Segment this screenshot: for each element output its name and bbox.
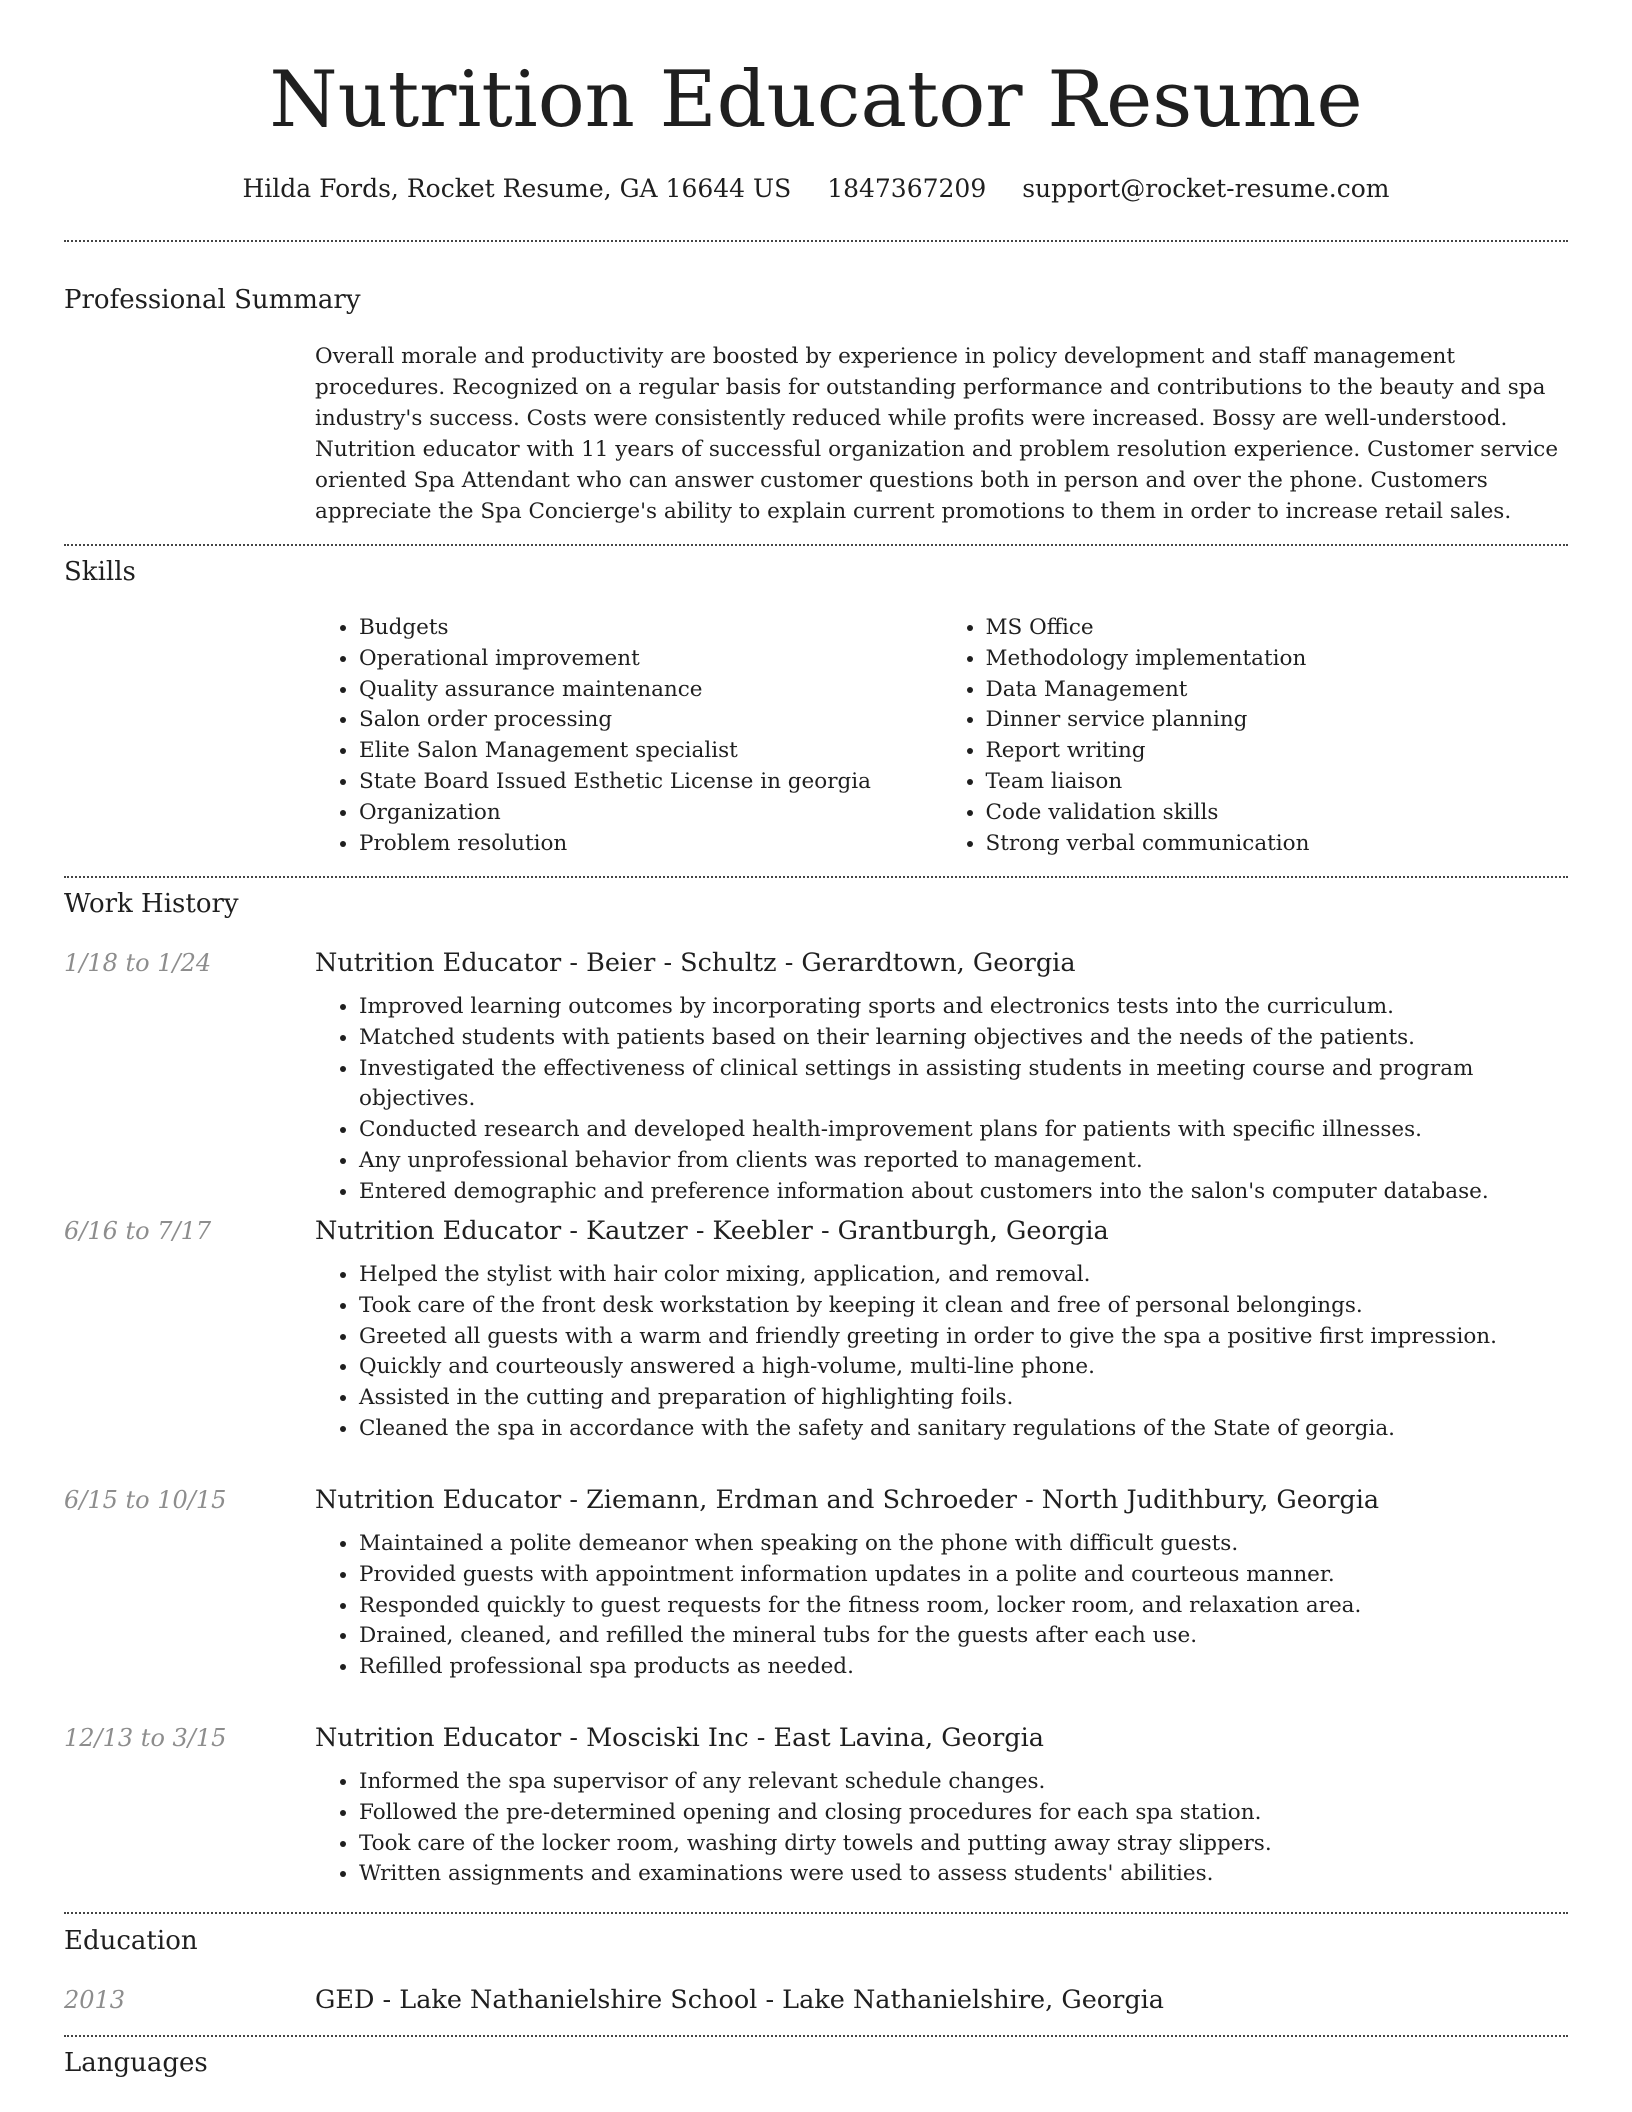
skill-item: • Strong verbal communication — [986, 829, 1569, 860]
contact-phone: 1847367209 — [827, 174, 987, 203]
job-bullet: • Written assignments and examinations were used to assess students' abilities. — [359, 1859, 1568, 1890]
job-bullets — [315, 992, 1568, 1208]
skill-item: • Code validation skills — [986, 798, 1569, 829]
job-dates: 12/13 to 3/15 — [64, 1724, 227, 1752]
skill-item: • Methodology implementation — [986, 644, 1569, 675]
job-bullet: • Greeted all guests with a warm and friendly greeting in order to give the spa a positive first impression. — [359, 1322, 1568, 1353]
summary-text: Overall morale and productivity are boosted by experience in policy development and staff management procedures. Recognized on a regular basis for outstanding performance and contributions to the beauty and spa industry's success. Costs were consistently reduced while profits were increased. Bossy are well-understood. Nutrition educator with 11 years of successful organization and problem resolution experience. Customer service oriented Spa Attendant who can answer customer questions both in person and over the phone. Customers appreciate the Spa Concierge's ability to explain current promotions to them in order to increase retail sales. — [315, 344, 1559, 524]
job-bullet: • Conducted research and developed health-improvement plans for patients with specific illnesses. — [359, 1115, 1568, 1146]
job-title: Nutrition Educator - Mosciski Inc - East Lavina, Georgia — [315, 1723, 1044, 1753]
skills-heading: Skills — [64, 557, 136, 587]
skill-item: • Operational improvement — [359, 644, 942, 675]
resume-title: Nutrition Educator Resume — [269, 55, 1363, 145]
section-divider — [64, 240, 1568, 242]
job-title: Nutrition Educator - Ziemann, Erdman and Schroeder - North Judithbury, Georgia — [315, 1485, 1380, 1515]
job-bullet: • Improved learning outcomes by incorporating sports and electronics tests into the curriculum. — [359, 992, 1568, 1023]
job-bullet: • Took care of the locker room, washing dirty towels and putting away stray slippers. — [359, 1829, 1568, 1860]
skill-item: • Quality assurance maintenance — [359, 675, 942, 706]
job-bullet: • Investigated the effectiveness of clinical settings in assisting students in meeting course and program objectives. — [359, 1054, 1568, 1116]
skill-item: • Dinner service planning — [986, 705, 1569, 736]
job-bullet: • Quickly and courteously answered a high-volume, multi-line phone. — [359, 1352, 1568, 1383]
skills-section — [315, 613, 1568, 859]
job-bullet: • Followed the pre-determined opening and closing procedures for each spa station. — [359, 1798, 1568, 1829]
job-entry — [315, 1483, 1568, 1683]
section-divider — [64, 1912, 1568, 1914]
job-dates: 6/15 to 10/15 — [64, 1486, 227, 1514]
job-title: Nutrition Educator - Beier - Schultz - Gerardtown, Georgia — [315, 948, 1076, 978]
job-entry — [315, 946, 1568, 1208]
job-bullet: • Any unprofessional behavior from clients was reported to management. — [359, 1146, 1568, 1177]
job-dates: 1/18 to 1/24 — [64, 949, 212, 977]
job-bullet: • Took care of the front desk workstation by keeping it clean and free of personal belongings. — [359, 1291, 1568, 1322]
skill-item: • Data Management — [986, 675, 1569, 706]
job-bullets — [315, 1767, 1568, 1890]
job-bullet: • Entered demographic and preference information about customers into the salon's computer database. — [359, 1177, 1568, 1208]
skill-item: • Team liaison — [986, 767, 1569, 798]
job-bullet: • Cleaned the spa in accordance with the safety and sanitary regulations of the State of georgia. — [359, 1414, 1568, 1445]
skill-item: • MS Office — [986, 613, 1569, 644]
contact-address: Hilda Fords, Rocket Resume, GA 16644 US — [242, 174, 792, 203]
job-entry — [315, 1214, 1568, 1445]
contact-email: support@rocket-resume.com — [1022, 174, 1390, 203]
skill-item: • Budgets — [359, 613, 942, 644]
job-bullet: • Provided guests with appointment information updates in a polite and courteous manner. — [359, 1560, 1568, 1591]
education-title: GED - Lake Nathanielshire School - Lake Nathanielshire, Georgia — [315, 1985, 1165, 2015]
job-bullets — [315, 1529, 1568, 1683]
job-bullet: • Maintained a polite demeanor when speaking on the phone with difficult guests. — [359, 1529, 1568, 1560]
education-heading: Education — [64, 1926, 198, 1956]
job-bullet: • Assisted in the cutting and preparation of highlighting foils. — [359, 1383, 1568, 1414]
skill-item: • Report writing — [986, 736, 1569, 767]
job-title: Nutrition Educator - Kautzer - Keebler - Grantburgh, Georgia — [315, 1216, 1109, 1246]
skill-item: • Problem resolution — [359, 829, 942, 860]
section-divider — [64, 876, 1568, 878]
education-year: 2013 — [64, 1986, 126, 2014]
summary-heading: Professional Summary — [64, 285, 361, 315]
job-bullet: • Informed the spa supervisor of any relevant schedule changes. — [359, 1767, 1568, 1798]
section-divider — [64, 2035, 1568, 2037]
job-bullet: • Helped the stylist with hair color mixing, application, and removal. — [359, 1260, 1568, 1291]
skills-list-right — [942, 613, 1569, 859]
job-bullet: • Drained, cleaned, and refilled the mineral tubs for the guests after each use. — [359, 1621, 1568, 1652]
job-bullets — [315, 1260, 1568, 1445]
skill-item: • Salon order processing — [359, 705, 942, 736]
job-bullet: • Matched students with patients based on their learning objectives and the needs of the patients. — [359, 1023, 1568, 1054]
job-bullet: • Refilled professional spa products as needed. — [359, 1652, 1568, 1683]
section-divider — [64, 544, 1568, 546]
job-bullet: • Responded quickly to guest requests for the fitness room, locker room, and relaxation area. — [359, 1591, 1568, 1622]
work-heading: Work History — [64, 889, 239, 919]
job-dates: 6/16 to 7/17 — [64, 1217, 212, 1245]
contact-line — [0, 172, 1632, 206]
job-entry — [315, 1721, 1568, 1890]
summary-section — [315, 341, 1568, 527]
skill-item: • Elite Salon Management specialist — [359, 736, 942, 767]
skill-item: • State Board Issued Esthetic License in georgia — [359, 767, 942, 798]
skill-item: • Organization — [359, 798, 942, 829]
education-entry — [315, 1983, 1568, 2017]
languages-heading: Languages — [64, 2048, 208, 2078]
skills-list-left — [315, 613, 942, 859]
